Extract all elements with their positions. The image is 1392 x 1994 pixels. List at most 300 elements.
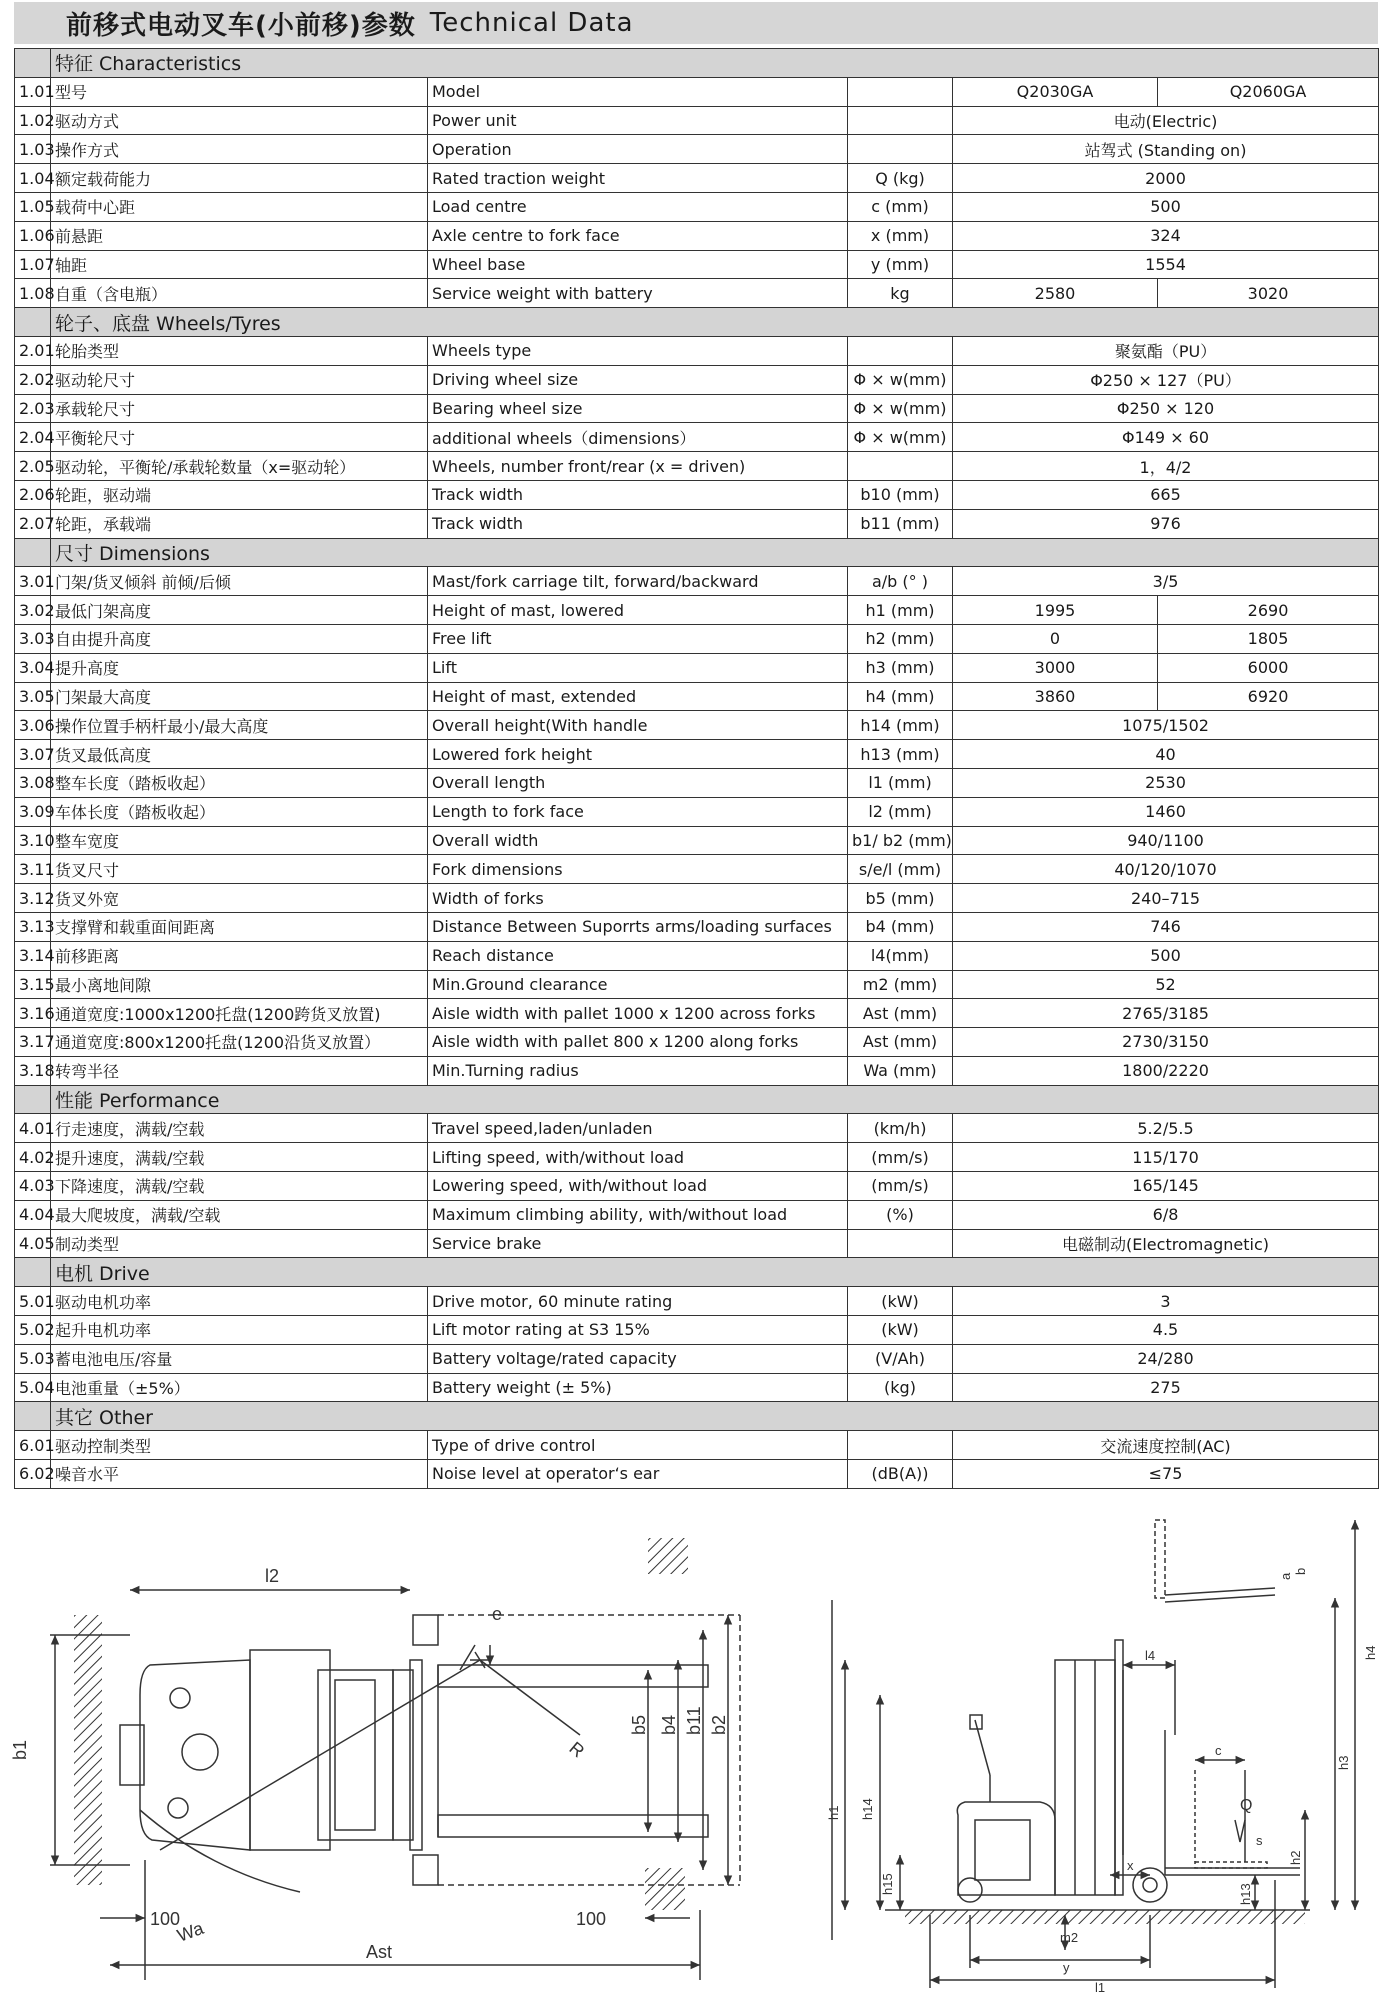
spec-row	[15, 106, 1379, 135]
item-unit: (kg)	[848, 1373, 953, 1402]
section-number-blank	[15, 1258, 51, 1287]
value-shared: 2765/3185	[953, 999, 1379, 1028]
item-name-cn: 下降速度，满载/空载	[51, 1172, 428, 1201]
item-unit: (kW)	[848, 1287, 953, 1316]
value-shared: 746	[953, 912, 1379, 941]
spec-row	[15, 1229, 1379, 1258]
spec-row	[15, 250, 1379, 279]
item-name-cn: 提升高度	[51, 653, 428, 682]
ground-hatch	[905, 1910, 1305, 1924]
item-number: 3.13	[15, 912, 51, 941]
item-name-cn: 驱动控制类型	[51, 1431, 428, 1460]
item-name-cn: 驱动轮，平衡轮/承载轮数量（x=驱动轮）	[51, 452, 428, 481]
item-number: 3.17	[15, 1028, 51, 1057]
label-l2: l2	[265, 1566, 280, 1586]
item-number: 2.02	[15, 365, 51, 394]
spec-row	[15, 970, 1379, 999]
item-number: 3.09	[15, 797, 51, 826]
value-shared: 2000	[953, 164, 1379, 193]
item-name-cn: 通道宽度:800x1200托盘(1200沿货叉放置）	[51, 1028, 428, 1057]
label-100-right: 100	[576, 1909, 607, 1929]
label-b1: b1	[10, 1739, 30, 1760]
label-y: y	[1063, 1960, 1070, 1975]
item-unit: Φ × w(mm)	[848, 423, 953, 452]
label-b5: b5	[629, 1714, 649, 1735]
section-title: 电机 Drive	[51, 1258, 1379, 1287]
spec-row	[15, 855, 1379, 884]
wall-hatch-left	[74, 1615, 102, 1885]
item-unit	[848, 77, 953, 106]
section-title: 其它 Other	[51, 1402, 1379, 1431]
item-name-en: Rated traction weight	[428, 164, 848, 193]
value-shared: 324	[953, 221, 1379, 250]
section-header-row	[15, 538, 1379, 567]
item-name-cn: 驱动电机功率	[51, 1287, 428, 1316]
item-number: 1.05	[15, 192, 51, 221]
value-shared: 3/5	[953, 567, 1379, 596]
item-name-cn: 电池重量（±5%）	[51, 1373, 428, 1402]
title-bar	[14, 2, 1378, 44]
item-number: 4.02	[15, 1143, 51, 1172]
label-l1: l1	[1095, 1980, 1106, 1994]
value-shared: 交流速度控制(AC)	[953, 1431, 1379, 1460]
item-number: 2.07	[15, 509, 51, 538]
item-unit: (km/h)	[848, 1114, 953, 1143]
item-name-en: Reach distance	[428, 941, 848, 970]
label-h15: h15	[880, 1873, 895, 1895]
spec-row	[15, 279, 1379, 308]
spec-table	[14, 48, 1379, 1489]
label-h13: h13	[1238, 1883, 1253, 1905]
item-name-cn: 最小离地间隙	[51, 970, 428, 999]
section-header-row	[15, 1258, 1379, 1287]
item-name-en: Battery weight (± 5%)	[428, 1373, 848, 1402]
section-header-row	[15, 308, 1379, 337]
item-name-cn: 支撑臂和载重面间距离	[51, 912, 428, 941]
label-b: b	[1293, 1567, 1308, 1575]
spec-row	[15, 624, 1379, 653]
label-b2: b2	[709, 1714, 729, 1735]
value-shared: 115/170	[953, 1143, 1379, 1172]
value-shared: 6/8	[953, 1200, 1379, 1229]
item-name-en: Lowering speed, with/without load	[428, 1172, 848, 1201]
label-h2: h2	[1288, 1850, 1303, 1865]
item-name-cn: 蓄电池电压/容量	[51, 1344, 428, 1373]
item-unit: b10 (mm)	[848, 480, 953, 509]
item-number: 4.01	[15, 1114, 51, 1143]
spec-row	[15, 1460, 1379, 1489]
item-name-en: Drive motor, 60 minute rating	[428, 1287, 848, 1316]
item-unit: h13 (mm)	[848, 740, 953, 769]
page-title-cn: 前移式电动叉车(小前移)参数	[66, 10, 416, 41]
section-title: 尺寸 Dimensions	[51, 538, 1379, 567]
item-number: 1.08	[15, 279, 51, 308]
item-unit: (dB(A))	[848, 1460, 953, 1489]
section-number-blank	[15, 1402, 51, 1431]
value-shared: 聚氨酯（PU）	[953, 336, 1379, 365]
item-name-en: Battery voltage/rated capacity	[428, 1344, 848, 1373]
item-unit: h1 (mm)	[848, 596, 953, 625]
value-shared: 52	[953, 970, 1379, 999]
item-name-cn: 提升速度，满载/空载	[51, 1143, 428, 1172]
item-name-cn: 前悬距	[51, 221, 428, 250]
label-c: c	[1215, 1743, 1222, 1758]
spec-row	[15, 797, 1379, 826]
item-number: 3.03	[15, 624, 51, 653]
item-name-cn: 噪音水平	[51, 1460, 428, 1489]
value-shared: 940/1100	[953, 826, 1379, 855]
spec-row	[15, 1316, 1379, 1345]
item-name-en: Lift	[428, 653, 848, 682]
spec-row	[15, 653, 1379, 682]
section-title: 轮子、底盘 Wheels/Tyres	[51, 308, 1379, 337]
item-name-en: Free lift	[428, 624, 848, 653]
spec-row	[15, 135, 1379, 164]
value-shared: 4.5	[953, 1316, 1379, 1345]
spec-row	[15, 768, 1379, 797]
wall-hatch-bottom	[645, 1868, 685, 1910]
value-shared: Φ149 × 60	[953, 423, 1379, 452]
item-name-en: Overall width	[428, 826, 848, 855]
value-shared: 站驾式 (Standing on)	[953, 135, 1379, 164]
value-shared: 1075/1502	[953, 711, 1379, 740]
item-number: 1.06	[15, 221, 51, 250]
item-name-en: Noise level at operator‘s ear	[428, 1460, 848, 1489]
item-unit: c (mm)	[848, 192, 953, 221]
item-unit: (%)	[848, 1200, 953, 1229]
item-name-en: Bearing wheel size	[428, 394, 848, 423]
value-q2030ga: 3000	[953, 653, 1158, 682]
section-header-row	[15, 49, 1379, 78]
item-name-cn: 自由提升高度	[51, 624, 428, 653]
item-number: 3.11	[15, 855, 51, 884]
section-number-blank	[15, 1085, 51, 1114]
label-Q: Q	[1240, 1797, 1253, 1814]
item-unit: Q (kg)	[848, 164, 953, 193]
item-number: 3.15	[15, 970, 51, 999]
item-name-en: Width of forks	[428, 884, 848, 913]
section-number-blank	[15, 538, 51, 567]
item-name-en: Height of mast, lowered	[428, 596, 848, 625]
spec-row	[15, 912, 1379, 941]
value-shared: 电磁制动(Electromagnetic)	[953, 1229, 1379, 1258]
item-unit: Φ × w(mm)	[848, 394, 953, 423]
item-unit	[848, 452, 953, 481]
label-b11: b11	[684, 1706, 704, 1735]
item-number: 4.05	[15, 1229, 51, 1258]
item-number: 2.01	[15, 336, 51, 365]
spec-row	[15, 221, 1379, 250]
item-unit: a/b (° )	[848, 567, 953, 596]
item-number: 1.07	[15, 250, 51, 279]
label-Wa: Wa	[174, 1917, 207, 1946]
side-view-drawing	[832, 1520, 1355, 1988]
item-name-en: Length to fork face	[428, 797, 848, 826]
item-name-en: Lowered fork height	[428, 740, 848, 769]
item-number: 6.02	[15, 1460, 51, 1489]
item-name-cn: 驱动方式	[51, 106, 428, 135]
label-Ast: Ast	[366, 1942, 393, 1962]
item-unit	[848, 106, 953, 135]
label-m2: m2	[1060, 1930, 1079, 1945]
label-e: e	[492, 1604, 503, 1624]
item-name-en: Min.Turning radius	[428, 1056, 848, 1085]
item-name-en: Operation	[428, 135, 848, 164]
item-unit	[848, 1229, 953, 1258]
label-b4: b4	[659, 1714, 679, 1735]
spec-row	[15, 1200, 1379, 1229]
value-shared: 275	[953, 1373, 1379, 1402]
item-number: 6.01	[15, 1431, 51, 1460]
value-shared: 1，4/2	[953, 452, 1379, 481]
spec-row	[15, 164, 1379, 193]
item-name-cn: 货叉最低高度	[51, 740, 428, 769]
value-shared: 40/120/1070	[953, 855, 1379, 884]
technical-drawings	[0, 1520, 1392, 1994]
spec-row	[15, 192, 1379, 221]
item-unit: l1 (mm)	[848, 768, 953, 797]
item-name-cn: 货叉尺寸	[51, 855, 428, 884]
value-shared: Φ250 × 127（PU）	[953, 365, 1379, 394]
item-name-en: Wheels type	[428, 336, 848, 365]
value-shared: 500	[953, 941, 1379, 970]
item-unit	[848, 336, 953, 365]
item-number: 5.02	[15, 1316, 51, 1345]
value-shared: 3	[953, 1287, 1379, 1316]
item-number: 1.02	[15, 106, 51, 135]
item-number: 3.18	[15, 1056, 51, 1085]
spec-row	[15, 1431, 1379, 1460]
item-name-en: Overall height(With handle	[428, 711, 848, 740]
label-s: s	[1256, 1833, 1263, 1848]
item-name-cn: 额定载荷能力	[51, 164, 428, 193]
item-name-en: Axle centre to fork face	[428, 221, 848, 250]
item-name-cn: 通道宽度:1000x1200托盘(1200跨货叉放置)	[51, 999, 428, 1028]
item-number: 3.12	[15, 884, 51, 913]
spec-row	[15, 1373, 1379, 1402]
item-number: 3.16	[15, 999, 51, 1028]
item-name-en: Wheels, number front/rear (x = driven)	[428, 452, 848, 481]
item-name-en: Track width	[428, 480, 848, 509]
label-l4: l4	[1145, 1648, 1156, 1663]
spec-row	[15, 509, 1379, 538]
label-100-left: 100	[150, 1909, 181, 1929]
spec-row	[15, 1056, 1379, 1085]
item-name-cn: 载荷中心距	[51, 192, 428, 221]
item-name-cn: 制动类型	[51, 1229, 428, 1258]
item-unit: b1/ b2 (mm)	[848, 826, 953, 855]
value-shared: ≤75	[953, 1460, 1379, 1489]
item-name-en: Lifting speed, with/without load	[428, 1143, 848, 1172]
spec-row	[15, 596, 1379, 625]
spec-row	[15, 567, 1379, 596]
item-unit: l2 (mm)	[848, 797, 953, 826]
item-number: 3.01	[15, 567, 51, 596]
value-shared: 976	[953, 509, 1379, 538]
item-name-en: Driving wheel size	[428, 365, 848, 394]
item-unit: s/e/l (mm)	[848, 855, 953, 884]
spec-row	[15, 423, 1379, 452]
item-unit: h3 (mm)	[848, 653, 953, 682]
item-name-cn: 承载轮尺寸	[51, 394, 428, 423]
value-shared: 1800/2220	[953, 1056, 1379, 1085]
item-unit: Ast (mm)	[848, 999, 953, 1028]
item-number: 3.14	[15, 941, 51, 970]
item-name-cn: 货叉外宽	[51, 884, 428, 913]
value-q2030ga: 0	[953, 624, 1158, 653]
item-unit: (kW)	[848, 1316, 953, 1345]
section-number-blank	[15, 49, 51, 78]
item-number: 2.05	[15, 452, 51, 481]
item-name-en: Height of mast, extended	[428, 682, 848, 711]
value-shared: 5.2/5.5	[953, 1114, 1379, 1143]
item-number: 4.03	[15, 1172, 51, 1201]
value-q2060ga: 2690	[1158, 596, 1379, 625]
spec-row	[15, 1344, 1379, 1373]
item-number: 5.04	[15, 1373, 51, 1402]
item-name-cn: 行走速度，满载/空载	[51, 1114, 428, 1143]
item-name-cn: 平衡轮尺寸	[51, 423, 428, 452]
item-number: 2.04	[15, 423, 51, 452]
spec-row	[15, 1287, 1379, 1316]
item-unit	[848, 135, 953, 164]
value-q2030ga: 3860	[953, 682, 1158, 711]
item-name-cn: 车体长度（踏板收起）	[51, 797, 428, 826]
label-h1: h1	[826, 1805, 841, 1820]
value-q2030ga: 1995	[953, 596, 1158, 625]
spec-row	[15, 336, 1379, 365]
spec-row	[15, 740, 1379, 769]
label-x: x	[1127, 1858, 1134, 1873]
item-number: 5.01	[15, 1287, 51, 1316]
spec-row	[15, 480, 1379, 509]
item-unit: kg	[848, 279, 953, 308]
item-unit: h4 (mm)	[848, 682, 953, 711]
section-number-blank	[15, 308, 51, 337]
value-shared: 1554	[953, 250, 1379, 279]
item-name-cn: 门架/货叉倾斜 前倾/后倾	[51, 567, 428, 596]
item-unit: (mm/s)	[848, 1172, 953, 1201]
item-unit: y (mm)	[848, 250, 953, 279]
item-name-en: Lift motor rating at S3 15%	[428, 1316, 848, 1345]
value-shared: 165/145	[953, 1172, 1379, 1201]
value-shared: 2730/3150	[953, 1028, 1379, 1057]
value-q2060ga: 1805	[1158, 624, 1379, 653]
spec-row	[15, 999, 1379, 1028]
item-unit: Wa (mm)	[848, 1056, 953, 1085]
item-name-cn: 操作位置手柄杆最小/最大高度	[51, 711, 428, 740]
item-name-en: Model	[428, 77, 848, 106]
item-name-cn: 自重（含电瓶）	[51, 279, 428, 308]
item-number: 1.01	[15, 77, 51, 106]
item-name-cn: 整车长度（踏板收起）	[51, 768, 428, 797]
item-unit: l4(mm)	[848, 941, 953, 970]
value-shared: 电动(Electric)	[953, 106, 1379, 135]
item-name-cn: 门架最大高度	[51, 682, 428, 711]
item-unit: Φ × w(mm)	[848, 365, 953, 394]
item-name-en: Mast/fork carriage tilt, forward/backward	[428, 567, 848, 596]
page-title-en: Technical Data	[429, 8, 634, 38]
item-name-en: additional wheels（dimensions）	[428, 423, 848, 452]
item-name-en: Service weight with battery	[428, 279, 848, 308]
item-unit: b4 (mm)	[848, 912, 953, 941]
item-name-en: Track width	[428, 509, 848, 538]
spec-row	[15, 711, 1379, 740]
item-number: 2.06	[15, 480, 51, 509]
item-name-cn: 轮距，承载端	[51, 509, 428, 538]
section-title: 性能 Performance	[51, 1085, 1379, 1114]
value-shared: 24/280	[953, 1344, 1379, 1373]
item-number: 3.02	[15, 596, 51, 625]
section-header-row	[15, 1085, 1379, 1114]
item-number: 2.03	[15, 394, 51, 423]
item-name-en: Aisle width with pallet 800 x 1200 along forks	[428, 1028, 848, 1057]
item-name-en: Service brake	[428, 1229, 848, 1258]
value-q2060ga: 3020	[1158, 279, 1379, 308]
item-number: 3.06	[15, 711, 51, 740]
value-shared: 500	[953, 192, 1379, 221]
item-number: 5.03	[15, 1344, 51, 1373]
spec-row	[15, 941, 1379, 970]
wall-hatch-top	[648, 1538, 688, 1574]
item-name-cn: 轮胎类型	[51, 336, 428, 365]
label-R: R	[565, 1737, 589, 1762]
item-number: 3.05	[15, 682, 51, 711]
spec-row	[15, 1143, 1379, 1172]
item-unit: (mm/s)	[848, 1143, 953, 1172]
item-name-en: Power unit	[428, 106, 848, 135]
spec-row	[15, 884, 1379, 913]
label-a: a	[1278, 1572, 1293, 1580]
item-name-en: Travel speed,laden/unladen	[428, 1114, 848, 1143]
section-title: 特征 Characteristics	[51, 49, 1379, 78]
item-name-cn: 转弯半径	[51, 1056, 428, 1085]
spec-row	[15, 1114, 1379, 1143]
value-shared: 2530	[953, 768, 1379, 797]
label-h4: h4	[1363, 1645, 1378, 1660]
section-header-row	[15, 1402, 1379, 1431]
item-unit: b11 (mm)	[848, 509, 953, 538]
item-name-cn: 轴距	[51, 250, 428, 279]
spec-row	[15, 394, 1379, 423]
item-name-cn: 最低门架高度	[51, 596, 428, 625]
item-name-cn: 起升电机功率	[51, 1316, 428, 1345]
item-unit: b5 (mm)	[848, 884, 953, 913]
value-q2060ga: Q2060GA	[1158, 77, 1379, 106]
item-unit	[848, 1431, 953, 1460]
top-view-labels	[10, 1566, 729, 1962]
spec-row	[15, 1172, 1379, 1201]
value-shared: 40	[953, 740, 1379, 769]
spec-row	[15, 826, 1379, 855]
value-shared: 665	[953, 480, 1379, 509]
label-h3: h3	[1336, 1755, 1351, 1770]
item-name-en: Overall length	[428, 768, 848, 797]
value-q2060ga: 6920	[1158, 682, 1379, 711]
item-name-en: Maximum climbing ability, with/without load	[428, 1200, 848, 1229]
item-name-en: Distance Between Suporrts arms/loading surfaces	[428, 912, 848, 941]
value-q2060ga: 6000	[1158, 653, 1379, 682]
item-unit: x (mm)	[848, 221, 953, 250]
spec-row	[15, 365, 1379, 394]
side-view-labels	[826, 1568, 1378, 1994]
value-q2030ga: Q2030GA	[953, 77, 1158, 106]
item-name-en: Type of drive control	[428, 1431, 848, 1460]
spec-row	[15, 452, 1379, 481]
item-unit: h2 (mm)	[848, 624, 953, 653]
item-name-en: Aisle width with pallet 1000 x 1200 across forks	[428, 999, 848, 1028]
item-name-cn: 驱动轮尺寸	[51, 365, 428, 394]
